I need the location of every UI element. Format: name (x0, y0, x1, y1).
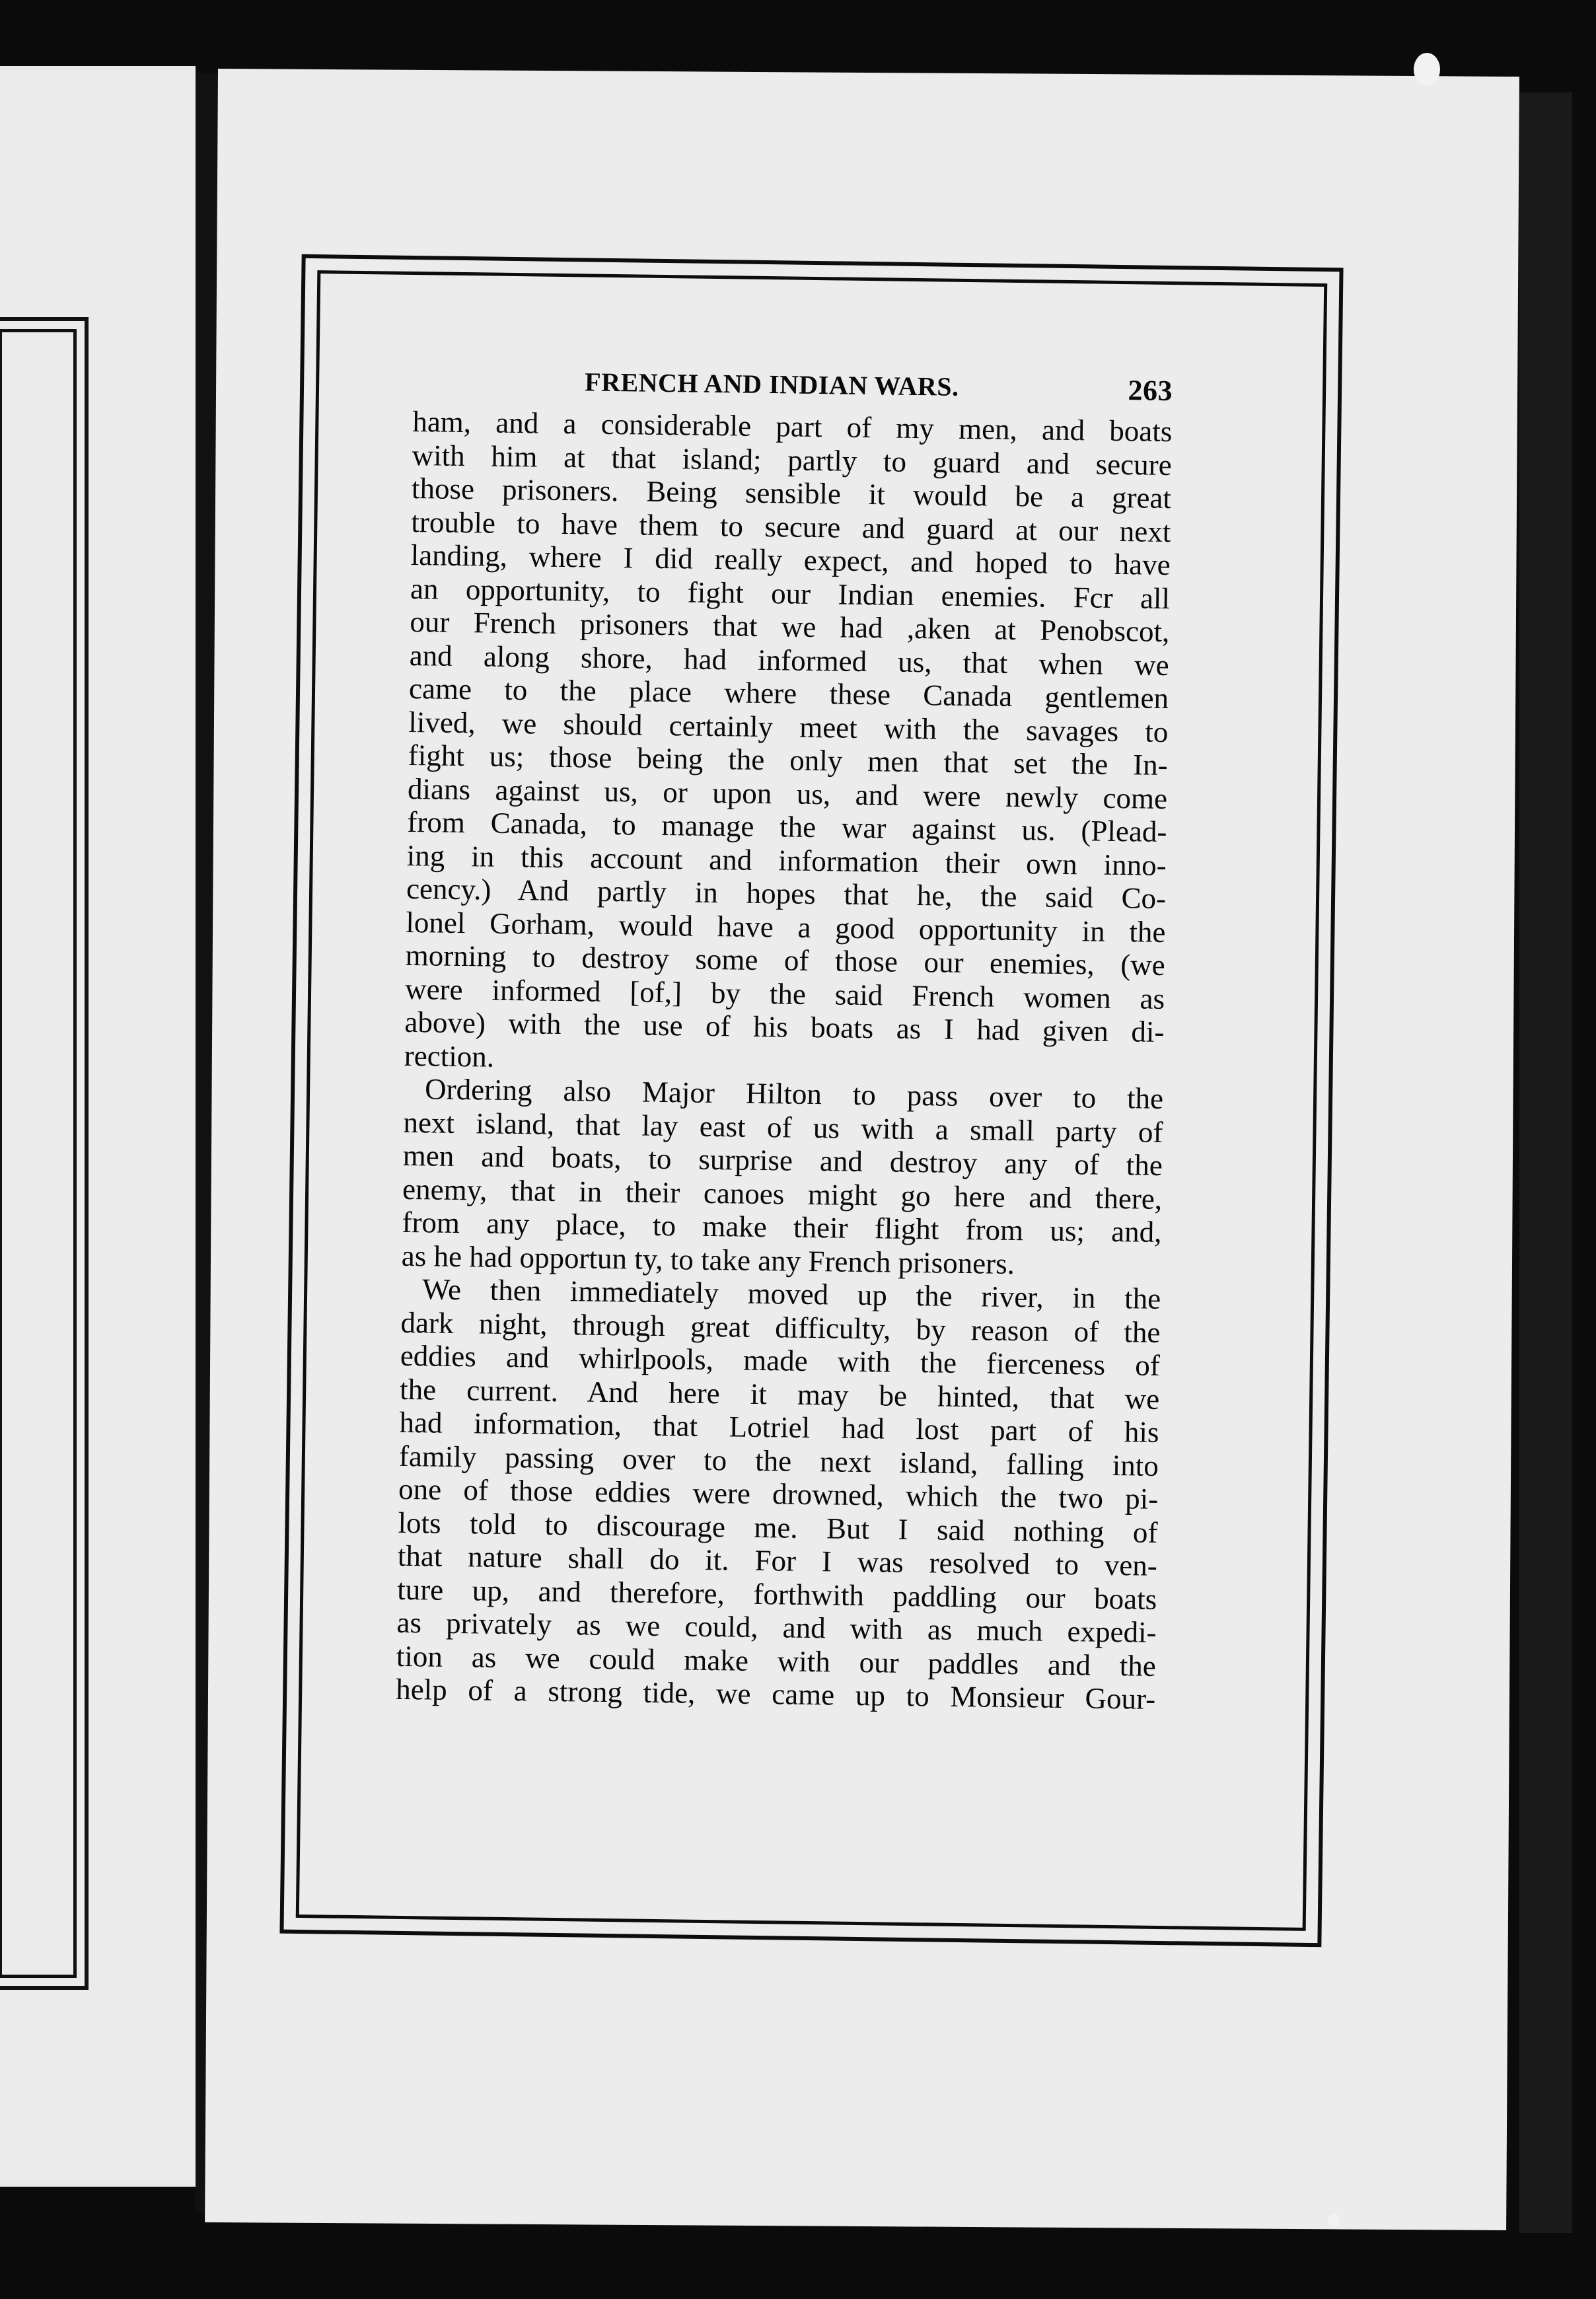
text-line: lots told to discourage me. But I said nothing of (398, 1506, 1158, 1549)
text-line: men and boats, to surprise and destroy any of the (402, 1138, 1163, 1182)
text-line: as privately as we could, and with as much expedi- (396, 1605, 1157, 1649)
page-number: 263 (1128, 374, 1173, 408)
text-line: with him at that island; partly to guard and secure (412, 438, 1172, 482)
left-facing-page (0, 66, 196, 2187)
dust-speck (1328, 2213, 1340, 2228)
text-line: enemy, that in their canoes might go here and there, (402, 1172, 1163, 1216)
text-line: had information, that Lotriel had lost part of his (399, 1405, 1159, 1449)
text-block (396, 359, 1173, 1716)
text-line: ham, and a considerable part of my men, and boats (412, 405, 1173, 449)
text-line: dark night, through great difficulty, by reason of the (400, 1305, 1161, 1349)
left-page-border (0, 317, 89, 1990)
text-line: We then immediately moved up the river, in the (421, 1272, 1161, 1315)
text-line: morning to destroy some of those our enemies, (we (405, 938, 1166, 982)
page-edge-shadow (1519, 92, 1572, 2233)
body-text (396, 405, 1173, 1716)
text-line: landing, where I did really expect, and hoped to have (410, 538, 1171, 582)
text-line: tion as we could make with our paddles and the (396, 1639, 1157, 1683)
text-line: and along shore, had informed us, that when we (409, 638, 1170, 682)
text-line: fight us; those being the only men that set the In- (408, 738, 1169, 782)
text-line: as he had opportun ty, to take any French prisoners. (401, 1239, 1015, 1280)
text-line: came to the place where these Canada gentlemen (408, 671, 1169, 715)
text-line: next island, that lay east of us with a small party of (403, 1105, 1163, 1149)
text-line: our French prisoners that we had ,aken at Penobscot, (410, 604, 1170, 649)
text-line: dians against us, or upon us, and were newly come (407, 772, 1168, 815)
text-line: were informed [of,] by the said French women as (404, 972, 1165, 1015)
text-line: rection. (404, 1039, 495, 1074)
text-line: above) with the use of his boats as I had given di- (404, 1005, 1165, 1048)
text-line: cency.) And partly in hopes that he, the said Co- (406, 871, 1167, 915)
running-title: FRENCH AND INDIAN WARS. (584, 367, 959, 402)
dust-speck (1414, 53, 1440, 86)
text-line: lonel Gorham, would have a good opportunity in the (406, 905, 1166, 949)
text-line: trouble to have them to secure and guard at our next (411, 505, 1171, 548)
page-border-outer (279, 254, 1343, 1947)
text-line: eddies and whirlpools, made with the fierceness of (400, 1338, 1161, 1382)
text-line: ture up, and therefore, forthwith paddling our boats (396, 1572, 1157, 1616)
text-line: an opportunity, to fight our Indian enemies. Fcr all (410, 571, 1171, 615)
text-line: the current. And here it may be hinted, that we (399, 1372, 1160, 1416)
text-line: from any place, to make their flight from us; and, (402, 1205, 1162, 1249)
text-line: that nature shall do it. For I was resolved to ven- (397, 1539, 1158, 1582)
text-line: help of a strong tide, we came up to Monsieur Gour- (395, 1672, 1156, 1716)
text-line: ing in this account and information their own inno- (406, 838, 1167, 882)
text-line: from Canada, to manage the war against us. (Plead- (407, 805, 1167, 849)
text-line: Ordering also Major Hilton to pass over to the (424, 1072, 1164, 1115)
text-line: one of those eddies were drowned, which the two pi- (398, 1472, 1159, 1515)
text-line: lived, we should certainly meet with the savages to (408, 705, 1169, 748)
text-line: those prisoners. Being sensible it would be a great (411, 471, 1172, 515)
text-line: family passing over to the next island, falling into (398, 1439, 1159, 1482)
